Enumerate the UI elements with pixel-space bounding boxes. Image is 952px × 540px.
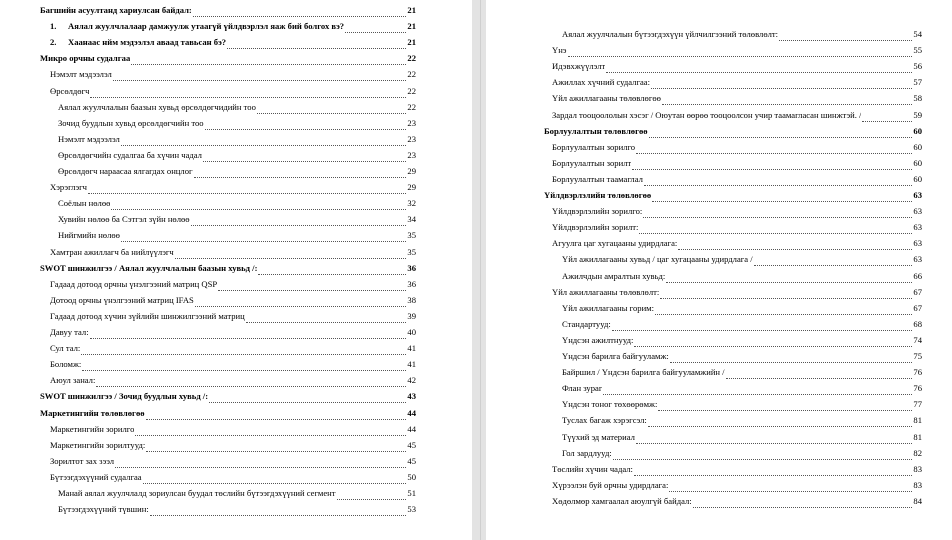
toc-page-number: 60 — [913, 125, 922, 136]
toc-entry-title: Бүтээгдэхүүний түвшин: — [58, 504, 149, 515]
toc-dot-leader — [121, 137, 407, 146]
toc-dot-leader — [613, 451, 913, 460]
toc-entry[interactable] — [552, 141, 922, 154]
document-page-left — [0, 0, 472, 540]
toc-entry-title: Өрсөлдөгч — [50, 85, 90, 96]
toc-entry-title: Үйлдвэрлэлийн зорилго: — [552, 206, 643, 217]
toc-dot-leader — [193, 8, 407, 17]
toc-dot-leader — [146, 411, 407, 420]
toc-entry[interactable] — [40, 390, 416, 403]
toc-dot-leader — [660, 290, 912, 299]
toc-dot-leader — [121, 233, 406, 242]
toc-entry[interactable] — [58, 503, 416, 516]
toc-entry-title: Ажилчдын амралтын хувьд: — [562, 270, 666, 281]
toc-entry-title: Манай аялал жуулчлалд зориулсан буудал төслийн бүтээгдэхүүний сегмент — [58, 488, 336, 498]
toc-entry[interactable] — [544, 125, 922, 138]
toc-entry-title: Хаанаас нйм мэдээлэл аваад тавьсан бэ? — [68, 37, 227, 48]
toc-entry[interactable] — [50, 342, 416, 355]
toc-dot-leader — [693, 499, 913, 508]
toc-entry-title: Гадаад дотоод хүчин зүйлийн шинжилгээний матриц — [50, 310, 245, 321]
toc-dot-leader — [658, 402, 912, 411]
toc-dot-leader — [644, 177, 913, 186]
toc-dot-leader — [603, 386, 912, 395]
toc-entry[interactable] — [50, 374, 416, 387]
toc-page-number: 84 — [913, 495, 922, 506]
toc-entry[interactable] — [562, 414, 922, 427]
toc-page-number: 67 — [913, 302, 922, 313]
toc-entry-title: Гадаад дотоод орчны үнэлгээний матриц QSP — [50, 278, 218, 289]
toc-entry-title: Агуулга цаг хугацааны удирдлага: — [552, 238, 678, 249]
toc-entry-title: Маркетингийн зорилго — [50, 423, 135, 434]
toc-dot-leader — [634, 338, 912, 347]
toc-entry-title: Ажиллах хүчний судалгаа: — [552, 77, 650, 88]
toc-entry[interactable] — [552, 44, 922, 57]
toc-dot-leader — [146, 443, 406, 452]
toc-dot-leader — [606, 64, 912, 73]
toc-dot-leader — [82, 362, 406, 371]
toc-entry-title: Зардал тооцоололын хэсэг / Оюутан өөрөө тооцоолсон учир таамагласан шинжтэй. / — [552, 109, 862, 120]
toc-dot-leader — [754, 257, 913, 266]
toc-page-number: 21 — [407, 5, 416, 15]
toc-entry-title: Аялал жуулчлалаар дамжуулж утаагүй үйлдвэрлэл яаж бий болгох вэ? — [68, 21, 345, 32]
toc-page-number: 41 — [407, 343, 416, 354]
toc-page-number: 22 — [407, 101, 416, 112]
toc-entry[interactable] — [552, 479, 922, 492]
toc-entry-number: 1. — [50, 21, 57, 32]
toc-entry-title: Маркетингийн зорилтууд: — [50, 439, 146, 450]
toc-entry-title: Үндсэн барилга байгууламж: — [562, 351, 669, 361]
toc-entry-title: Түүхий эд материал — [562, 431, 635, 442]
toc-entry[interactable] — [562, 382, 922, 395]
toc-entry[interactable] — [50, 68, 416, 81]
toc-entry-title: Гол зардлууд: — [562, 447, 612, 458]
toc-entry[interactable] — [562, 28, 922, 41]
toc-dot-leader — [726, 370, 913, 379]
toc-entry[interactable] — [58, 213, 416, 226]
toc-page-number: 60 — [913, 157, 922, 168]
toc-entry[interactable] — [58, 487, 416, 500]
toc-page-number: 23 — [407, 133, 416, 144]
toc-dot-leader — [670, 354, 913, 363]
toc-entry[interactable] — [50, 423, 416, 436]
toc-entry[interactable] — [562, 350, 922, 363]
toc-entry-title: Өрсөлдөгч нараасаа ялгагдах онцлог — [58, 166, 193, 176]
toc-entry[interactable] — [40, 4, 416, 17]
toc-dot-leader — [218, 282, 406, 291]
toc-page-number: 74 — [913, 334, 922, 345]
toc-entry-title: Төслийн хүчин чадал: — [552, 463, 633, 474]
toc-dot-leader — [90, 330, 407, 339]
toc-entry-title: SWOT шинжилгээ / Аялал жуулчлалын баазын хувьд /: — [40, 262, 258, 273]
toc-entry-title: Нийгмийн нөлөө — [58, 230, 120, 241]
toc-entry[interactable] — [552, 495, 922, 508]
toc-entry-title: Аялал жуулчлалын бүтээгдэхүүн үйлчилгээний төлөвлөлт: — [562, 29, 779, 39]
toc-entry[interactable] — [544, 189, 922, 202]
toc-page-number: 43 — [407, 391, 416, 402]
toc-entry-title: Борлуулалтын таамаглал — [552, 173, 643, 184]
toc-page-number: 23 — [407, 117, 416, 128]
toc-entry-title: Аялал жуулчлалын баазын хувьд өрсөлдөгчидийн тоо — [58, 101, 256, 112]
toc-dot-leader — [257, 105, 407, 114]
toc-dot-leader — [203, 153, 406, 162]
toc-entry-title: Үйлдвэрлэлийн төлөвлөгөө — [544, 190, 652, 200]
toc-entry[interactable] — [40, 262, 416, 275]
toc-page-number: 83 — [913, 463, 922, 474]
toc-entry-title: Флан зураг — [562, 383, 603, 394]
toc-entry-title: Үндсэн тоног төхөөрөмж: — [562, 399, 658, 410]
toc-entry-title: SWOT шинжилгээ / Зочид буудлын хувьд /: — [40, 391, 209, 402]
toc-page-number: 77 — [913, 399, 922, 410]
toc-page-number: 81 — [913, 415, 922, 426]
toc-page-number: 63 — [913, 238, 922, 249]
toc-entry[interactable] — [40, 407, 416, 420]
toc-page-number: 81 — [913, 431, 922, 442]
toc-page-number: 60 — [913, 141, 922, 152]
toc-page-number: 63 — [913, 190, 922, 200]
toc-page-number: 83 — [913, 479, 922, 490]
toc-entry[interactable] — [58, 133, 416, 146]
toc-page-number: 34 — [407, 214, 416, 225]
toc-dot-leader — [90, 89, 406, 98]
toc-dot-leader — [652, 193, 912, 202]
toc-page-number: 66 — [913, 270, 922, 281]
toc-page-number: 56 — [913, 61, 922, 72]
toc-page-number: 21 — [407, 21, 416, 32]
toc-entry[interactable] — [552, 286, 922, 299]
toc-entry[interactable] — [562, 366, 922, 379]
toc-page-number: 35 — [407, 230, 416, 241]
toc-entry[interactable] — [562, 318, 922, 331]
toc-page-number: 51 — [407, 488, 416, 498]
toc-dot-leader — [669, 483, 912, 492]
toc-dot-leader — [227, 40, 406, 49]
toc-page-number: 76 — [913, 367, 922, 378]
toc-page-number: 38 — [407, 294, 416, 305]
toc-entry-title: Хувийн нөлөө ба Сэтгэл зүйн нөлөө — [58, 214, 190, 225]
toc-entry[interactable] — [552, 237, 922, 250]
toc-entry[interactable] — [50, 294, 416, 307]
toc-page-number: 50 — [407, 471, 416, 482]
toc-entry[interactable] — [58, 229, 416, 242]
toc-entry[interactable] — [50, 36, 416, 49]
toc-page-number: 32 — [407, 198, 416, 209]
toc-dot-leader — [81, 346, 406, 355]
toc-dot-leader — [568, 48, 913, 57]
toc-dot-leader — [150, 507, 407, 516]
toc-entry-title: Зорилтот зах зээл — [50, 455, 115, 466]
toc-entry[interactable] — [562, 334, 922, 347]
toc-entry[interactable] — [552, 92, 922, 105]
toc-entry-title: Боломж: — [50, 359, 82, 370]
toc-page-number: 21 — [407, 37, 416, 48]
toc-entry-title: Хүрээлэн буй орчны удирдлага: — [552, 479, 669, 490]
toc-entry[interactable] — [50, 326, 416, 339]
toc-dot-leader — [111, 201, 406, 210]
toc-page-number: 22 — [407, 53, 416, 64]
toc-page-number: 42 — [407, 375, 416, 386]
toc-dot-leader — [195, 298, 407, 307]
toc-entry[interactable] — [50, 439, 416, 452]
toc-dot-leader — [632, 161, 912, 170]
toc-entry[interactable] — [562, 270, 922, 283]
toc-page-number: 59 — [913, 109, 922, 120]
toc-entry-title: Зочид буудлын хувьд өрсөлдөгчийн тоо — [58, 117, 204, 128]
toc-page-number: 75 — [913, 351, 922, 361]
toc-entry-title: Борлуулалтын төлөвлөгөө — [544, 125, 648, 136]
toc-entry[interactable] — [552, 173, 922, 186]
toc-entry[interactable] — [50, 310, 416, 323]
toc-dot-leader — [639, 225, 912, 234]
toc-page-number: 76 — [913, 383, 922, 394]
toc-dot-leader — [96, 378, 406, 387]
page-gap — [472, 0, 486, 540]
toc-page-number: 45 — [407, 455, 416, 466]
toc-page-number: 36 — [407, 278, 416, 289]
toc-dot-leader — [651, 80, 912, 89]
toc-entry-title: Хамтран ажиллагч ба нийлүүлэгч — [50, 246, 174, 257]
toc-entry[interactable] — [50, 85, 416, 98]
toc-entry[interactable] — [50, 358, 416, 371]
toc-dot-leader — [88, 185, 406, 194]
toc-entry[interactable] — [50, 20, 416, 33]
toc-page-number: 60 — [913, 173, 922, 184]
toc-dot-leader — [666, 274, 912, 283]
toc-entry-title: Стандартууд: — [562, 318, 611, 329]
toc-entry[interactable] — [552, 205, 922, 218]
toc-page-number: 53 — [407, 504, 416, 515]
toc-dot-leader — [648, 418, 913, 427]
toc-dot-leader — [246, 314, 407, 323]
document-page-right — [486, 0, 952, 540]
toc-entry-title: Өрсөлдөгчийн судалгаа ба хүчин чадал — [58, 149, 202, 160]
page-gap-divider — [480, 0, 481, 540]
toc-entry[interactable] — [50, 278, 416, 291]
toc-entry-title: Дотоод орчны үнэлгээний матриц IFAS — [50, 294, 194, 305]
toc-dot-leader — [209, 394, 406, 403]
toc-entry-title: Үнэ — [552, 45, 567, 56]
toc-entry-title: Маркетингийн төлөвлөгөө — [40, 407, 145, 418]
toc-entry[interactable] — [58, 197, 416, 210]
toc-entry[interactable] — [562, 447, 922, 460]
toc-entry-title: Борлуулалтын зорилго — [552, 141, 636, 152]
toc-entry-title: Багшийн асуултанд хариулсан байдал: — [40, 5, 192, 15]
toc-dot-leader — [655, 306, 912, 315]
toc-dot-leader — [779, 32, 912, 41]
toc-entry-title: Бүтээгдэхүүний судалгаа — [50, 471, 142, 482]
toc-dot-leader — [113, 72, 407, 81]
toc-entry-title: Сул тал: — [50, 343, 81, 354]
toc-page-number: 55 — [913, 45, 922, 56]
toc-page-number: 22 — [407, 69, 416, 80]
toc-entry[interactable] — [50, 471, 416, 484]
toc-page-number: 45 — [407, 439, 416, 450]
toc-entry[interactable] — [562, 431, 922, 444]
toc-dot-leader — [135, 427, 406, 436]
toc-page-number: 29 — [407, 166, 416, 176]
toc-page-number: 29 — [407, 182, 416, 193]
toc-entry-title: Туслах багаж хэрэгсэл: — [562, 415, 647, 426]
toc-entry-title: Нэмэлт мэдээлэл — [50, 69, 112, 80]
toc-dot-leader — [636, 145, 912, 154]
toc-page-number: 23 — [407, 149, 416, 160]
toc-dot-leader — [862, 113, 912, 122]
toc-page-number: 58 — [913, 93, 922, 104]
toc-page-number: 22 — [407, 85, 416, 96]
toc-entry[interactable] — [562, 398, 922, 411]
toc-page-number: 39 — [407, 310, 416, 321]
toc-entry-title: Хэрэглэгч — [50, 182, 88, 193]
toc-entry[interactable] — [58, 117, 416, 130]
toc-entry-title: Аюул занал: — [50, 375, 96, 386]
toc-entry[interactable] — [552, 221, 922, 234]
toc-entry-title: Давуу тал: — [50, 327, 89, 337]
toc-entry-title: Соёлын нөлөө — [58, 198, 111, 209]
toc-entry[interactable] — [50, 181, 416, 194]
toc-entry-title: Хөдөлмөр хамгаалал аюулгүй байдал: — [552, 495, 692, 506]
toc-page-number: 41 — [407, 359, 416, 370]
toc-dot-leader — [634, 467, 912, 476]
toc-entry-title: Үйл ажиллагааны горим: — [562, 302, 654, 313]
toc-entry[interactable] — [40, 52, 416, 65]
toc-entry[interactable] — [552, 463, 922, 476]
toc-entry-title: Идэвхжүүлэлт — [552, 61, 606, 72]
toc-page-number: 36 — [407, 262, 416, 273]
toc-dot-leader — [194, 169, 407, 178]
toc-dot-leader — [662, 96, 912, 105]
toc-dot-leader — [258, 266, 406, 275]
toc-entry-title: Үйл ажиллагааны хувьд / цаг хугацааны удирдлага / — [562, 254, 753, 265]
toc-page-number: 68 — [913, 318, 922, 329]
toc-page-number: 57 — [913, 77, 922, 88]
toc-entry[interactable] — [552, 109, 922, 122]
toc-entry-title: Нэмэлт мэдээлэл — [58, 133, 120, 144]
toc-dot-leader — [612, 322, 913, 331]
toc-entry-title: Үйл ажиллагааны төлөвлөлт: — [552, 286, 660, 297]
toc-page-number: 44 — [407, 423, 416, 434]
toc-page-number: 40 — [407, 327, 416, 337]
toc-page-number: 63 — [913, 222, 922, 233]
toc-entry[interactable] — [58, 101, 416, 114]
toc-entry[interactable] — [552, 60, 922, 73]
toc-dot-leader — [643, 209, 912, 218]
toc-entry[interactable] — [58, 149, 416, 162]
toc-entry-title: Байршил / Үндсэн барилга байгууламжийн / — [562, 367, 725, 378]
toc-dot-leader — [345, 24, 406, 33]
toc-dot-leader — [205, 121, 407, 130]
toc-entry-number: 2. — [50, 37, 57, 48]
toc-page-number: 35 — [407, 246, 416, 257]
toc-page-number: 54 — [913, 29, 922, 39]
toc-entry[interactable] — [50, 455, 416, 468]
toc-dot-leader — [115, 459, 406, 468]
toc-page-number: 63 — [913, 206, 922, 217]
toc-entry[interactable] — [552, 76, 922, 89]
toc-dot-leader — [131, 56, 406, 65]
toc-entry[interactable] — [50, 246, 416, 259]
toc-entry[interactable] — [562, 302, 922, 315]
toc-dot-leader — [337, 491, 407, 500]
toc-page-number: 67 — [913, 286, 922, 297]
toc-entry[interactable] — [58, 165, 416, 178]
toc-entry-title: Микро орчны судалгаа — [40, 53, 131, 64]
toc-entry-title: Үйлдвэрлэлийн зорилт: — [552, 222, 639, 233]
toc-dot-leader — [649, 129, 913, 138]
toc-page-number: 44 — [407, 407, 416, 418]
toc-dot-leader — [143, 475, 407, 484]
toc-entry-title: Үндсэн ажилтнууд: — [562, 334, 634, 345]
toc-entry-title: Үйл ажиллагааны төлөвлөгөө — [552, 93, 661, 104]
toc-page-number: 82 — [913, 447, 922, 458]
toc-dot-leader — [175, 250, 407, 259]
toc-entry[interactable] — [552, 157, 922, 170]
toc-dot-leader — [678, 241, 912, 250]
toc-entry[interactable] — [562, 253, 922, 266]
toc-dot-leader — [636, 435, 913, 444]
toc-dot-leader — [191, 217, 407, 226]
toc-entry-title: Борлуулалтын зорилт — [552, 157, 632, 168]
toc-page-number: 63 — [913, 254, 922, 265]
